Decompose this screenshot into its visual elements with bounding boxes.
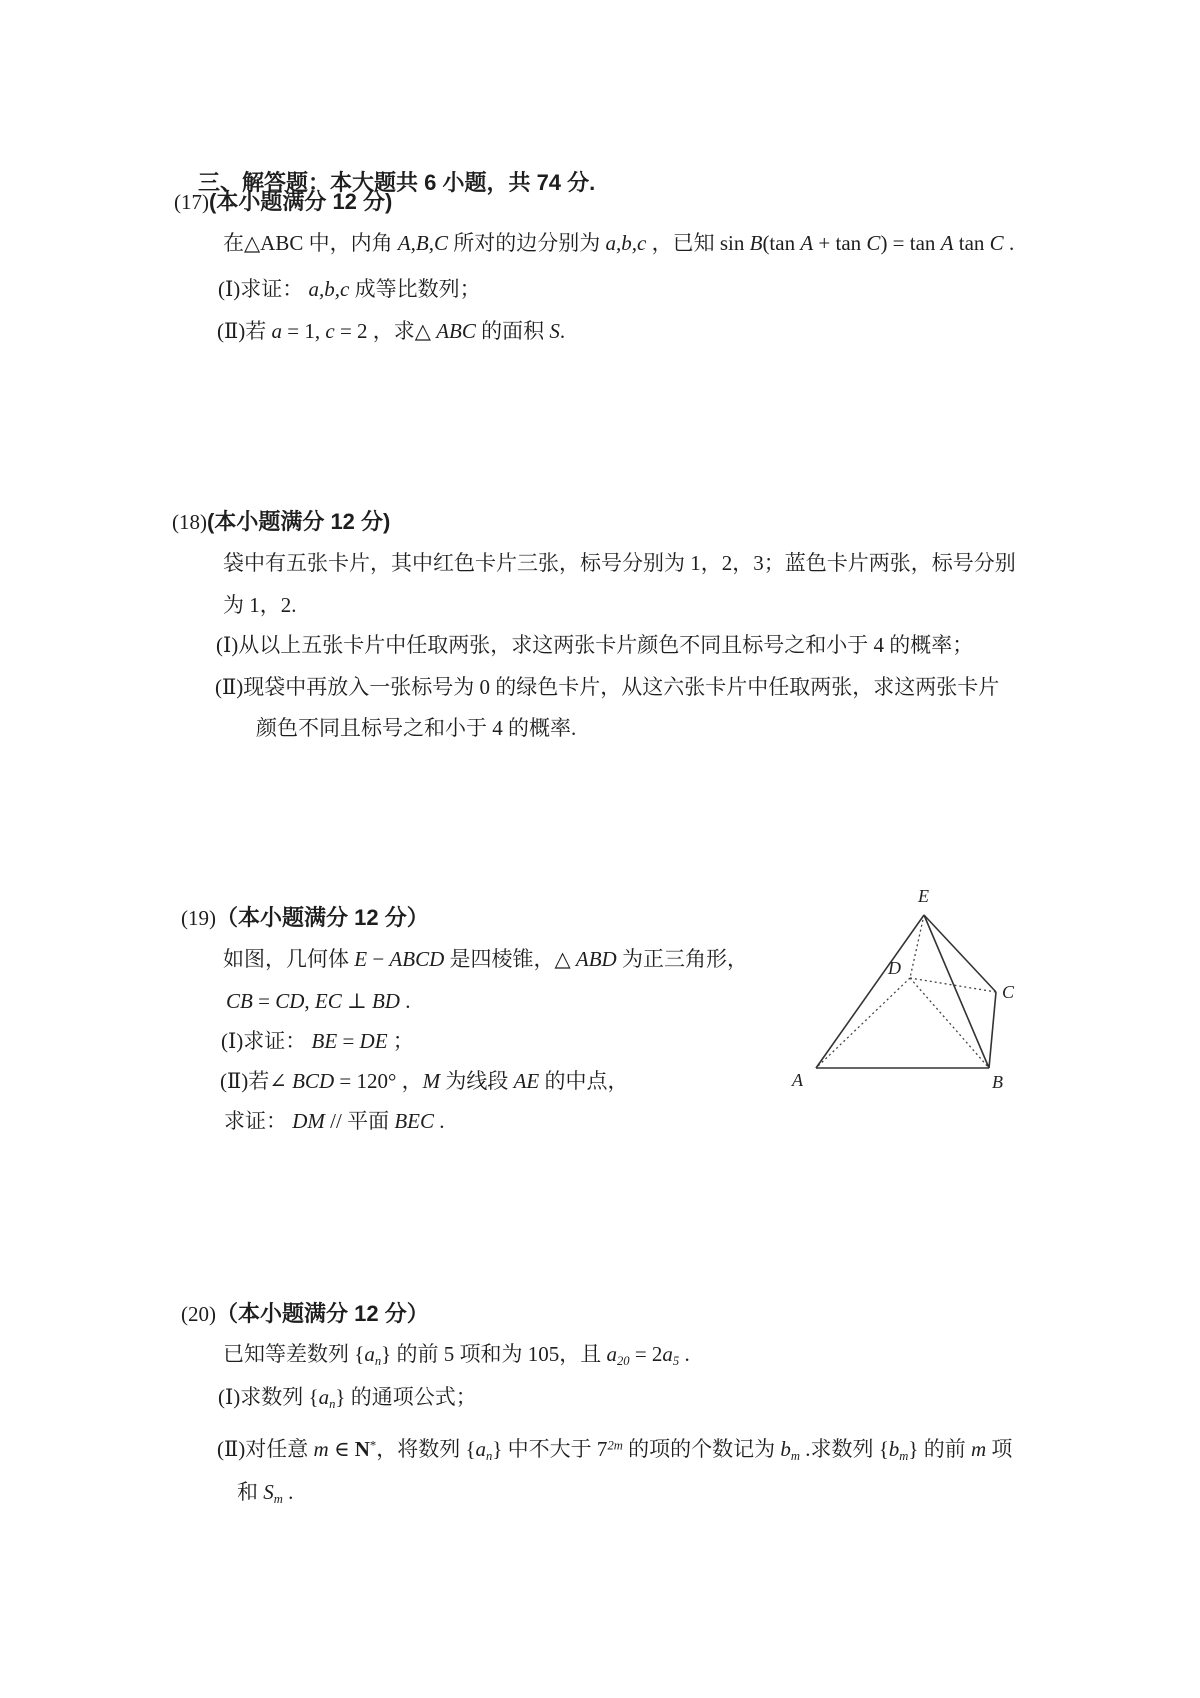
problem-19-line-1-seg: 为正三角形， [616,947,748,971]
problem-19-line-5-seg: // 平面 [324,1109,395,1133]
problem-17-line-1-seg: C [866,231,881,255]
problem-19-line-2-seg: CB [226,989,253,1013]
problem-19-line-1-seg: − [367,947,390,971]
problem-20-line-1-seg: 20 [616,1353,630,1368]
problem-17-label-seg: (本小题满分 12 分) [209,189,393,214]
problem-19-line-4-seg: AE [513,1069,540,1093]
problem-17-line-1-seg: A [800,231,814,255]
problem-17-label [174,188,392,216]
problem-17-line-1-seg: + tan [813,231,867,255]
figure-label-A: A [792,1070,803,1090]
problem-20-line-3-seg: a [475,1437,487,1461]
problem-20-line-3-seg: b [888,1437,900,1461]
problem-20-label [181,1300,429,1328]
problem-17-line-2-seg: 成等比数列； [349,277,481,301]
problem-20-line-3-seg: } 中不大于 7 [492,1437,608,1461]
problem-20-line-1-seg: a [606,1342,617,1366]
problem-20-line-2 [218,1384,477,1413]
problem-19-line-1-seg: 是四棱锥，△ [444,947,576,971]
problem-20-label-seg: （本小题满分 12 分） [216,1301,429,1326]
problem-20-line-4-seg: 和 [237,1480,264,1504]
problem-18-line-1 [223,550,1016,576]
problem-17-line-3-seg: a [271,319,283,343]
problem-17-line-3-seg: = 2 ，求△ [334,319,437,343]
problem-17-line-3-seg: 的面积 [475,319,550,343]
problem-20-line-1 [223,1341,690,1370]
figure-label-D: D [888,958,901,978]
problem-19-line-4-seg: (Ⅱ)若∠ [220,1069,293,1093]
problem-19-line-1 [223,946,748,972]
problem-20-line-3-seg: m [899,1448,909,1463]
problem-20-line-4-seg: m [273,1491,283,1506]
problem-18-line-4-seg: (Ⅱ)现袋中再放入一张标号为 0 的绿色卡片，从这六张卡片中任取两张，求这两张卡片 [215,675,1000,699]
problem-17-line-1-seg: C [989,231,1004,255]
problem-19-line-1-seg: ABD [575,947,617,971]
problem-20-line-1-seg: a [364,1342,375,1366]
problem-17-line-1-seg: B [749,231,763,255]
figure-label-B: B [992,1072,1003,1092]
problem-17-line-2 [218,276,481,302]
problem-17-line-1-seg: A,B,C [397,231,449,255]
problem-17-line-1-seg: tan [953,231,990,255]
problem-19-line-2-seg: CD [275,989,305,1013]
problem-19-line-1-seg: ABCD [389,947,445,971]
problem-17-line-2-seg: a,b,c [308,277,350,301]
problem-19-line-4-seg: M [422,1069,441,1093]
figure-label-C: C [1002,982,1015,1002]
problem-18-line-4 [215,674,999,700]
problem-17-line-1-seg: 所对的边分别为 [448,231,606,255]
problem-17-line-3-seg: S [549,319,560,343]
problem-20-label-seg: (20) [181,1302,216,1326]
problem-17-line-3-seg: . [559,319,566,343]
problem-20-line-3-seg: ∈ [328,1437,355,1461]
problem-19-line-5-seg: 求证： [224,1109,293,1133]
problem-19-line-2 [226,988,410,1014]
pyramid-dashed-edges [816,915,996,1068]
problem-19-line-2-seg: BD [371,989,400,1013]
problem-20-line-3-seg: m [790,1448,800,1463]
problem-20-line-1-seg: 已知等差数列 { [223,1342,365,1366]
problem-20-line-2-seg: } 的通项公式； [335,1385,477,1409]
problem-18-line-5 [256,715,576,741]
problem-19-line-3 [221,1028,414,1054]
problem-18-label-seg: (18) [172,510,207,534]
problem-18-line-2-seg: 为 1，2. [223,593,297,617]
problem-17-line-3-seg: c [325,319,335,343]
problem-20-line-3-seg: * [369,1438,377,1453]
problem-17-line-3 [217,318,565,344]
problem-20-line-3-seg: (Ⅱ)对任意 [217,1437,314,1461]
problem-19-line-3-seg: (Ⅰ)求证： [221,1029,312,1053]
problem-19-line-2-seg: EC [314,989,342,1013]
problem-17-line-3-seg: (Ⅱ)若 [217,319,272,343]
problem-19-line-3-seg: = [337,1029,360,1053]
problem-19-line-4-seg: 的中点， [539,1069,629,1093]
problem-20-line-1-seg: . [679,1342,690,1366]
problem-17-line-1-seg: 在△ABC 中，内角 [223,231,398,255]
problem-19-line-2-seg: ⊥ [341,989,372,1013]
problem-20-line-2-seg: (Ⅰ)求数列 { [218,1385,319,1409]
problem-19-line-3-seg: BE [311,1029,338,1053]
problem-17-line-1-seg: ，已知 sin [646,231,750,255]
problem-17-line-2-seg: (Ⅰ)求证： [218,277,309,301]
problem-19-label-seg: （本小题满分 12 分） [216,905,429,930]
problem-20-line-3-seg: .求数列 { [799,1437,889,1461]
problem-20-line-3-seg: m [313,1437,329,1461]
problem-20-line-4-seg: . [282,1480,294,1504]
problem-20-line-1-seg: = 2 [629,1342,663,1366]
pyramid-solid-edges [816,915,996,1068]
problem-19-line-4-seg: 为线段 [440,1069,514,1093]
problem-17-line-1-seg: a,b,c [605,231,647,255]
problem-20-line-3-seg: ，将数列 { [376,1437,476,1461]
problem-19-line-5 [224,1108,445,1134]
problem-20-line-3-seg: 2m [607,1438,623,1453]
problem-20-line-1-seg: a [662,1342,673,1366]
problem-17-line-1-seg: . [1003,231,1015,255]
problem-17-line-3-seg: ABC [436,319,476,343]
figure-label-E: E [918,886,929,906]
pyramid-figure [780,868,1080,1108]
problem-19-line-4-seg: = 120° ， [334,1069,423,1093]
problem-19-line-3-seg: DE [359,1029,388,1053]
problem-17-line-1 [223,230,1014,256]
problem-20-line-4-seg: S [263,1480,274,1504]
problem-18-label-seg: (本小题满分 12 分) [207,509,391,534]
problem-17-line-1-seg: A [940,231,954,255]
problem-19-line-1-seg: 如图，几何体 [223,947,355,971]
problem-19-line-5-seg: DM [292,1109,325,1133]
problem-17-line-1-seg: (tan [762,231,801,255]
problem-20-line-3-seg: N [354,1437,370,1461]
problem-20-line-1-seg: 5 [672,1353,680,1368]
problem-18-line-2 [223,592,297,618]
problem-19-line-4-seg: BCD [292,1069,335,1093]
problem-18-line-1-seg: 袋中有五张卡片，其中红色卡片三张，标号分别为 1，2，3；蓝色卡片两张，标号分别 [223,551,1016,575]
problem-17-line-1-seg: ) = tan [880,231,941,255]
problem-19-line-5-seg: . [434,1109,445,1133]
problem-20-line-3-seg: n [486,1448,493,1463]
problem-20-line-3-seg: 项 [986,1437,1013,1461]
problem-19-label [181,904,429,932]
problem-20-line-3-seg: m [971,1437,987,1461]
problem-18-line-3-seg: (Ⅰ)从以上五张卡片中任取两张，求这两张卡片颜色不同且标号之和小于 4 的概率； [216,633,974,657]
problem-19-label-seg: (19) [181,906,216,930]
problem-19-line-2-seg: , [304,989,315,1013]
problem-18-label [172,508,390,536]
problem-19-line-4 [220,1068,629,1094]
problem-20-line-3-seg: b [780,1437,791,1461]
problem-20-line-3-seg: } 的前 [908,1437,971,1461]
problem-20-line-2-seg: n [329,1396,336,1411]
problem-19-line-5-seg: BEC [394,1109,435,1133]
problem-17-line-3-seg: = 1, [282,319,326,343]
problem-19-line-2-seg: = [252,989,276,1013]
problem-19-line-1-seg: E [354,947,368,971]
problem-20-line-1-seg: } 的前 5 项和为 105，且 [381,1342,607,1366]
problem-20-line-2-seg: a [318,1385,330,1409]
problem-18-line-3 [216,632,973,658]
problem-19-line-2-seg: . [399,989,411,1013]
problem-20-line-3 [217,1436,1012,1465]
problem-18-line-5-seg: 颜色不同且标号之和小于 4 的概率. [256,716,577,740]
section-header-text: 三、解答题：本大题共 6 小题，共 74 分. [198,169,596,195]
problem-17-label-seg: (17) [174,190,209,214]
problem-20-line-1-seg: n [374,1353,382,1368]
problem-19-line-3-seg: ； [387,1029,414,1053]
problem-20-line-3-seg: 的项的个数记为 [622,1437,781,1461]
problem-20-line-4 [237,1479,293,1508]
